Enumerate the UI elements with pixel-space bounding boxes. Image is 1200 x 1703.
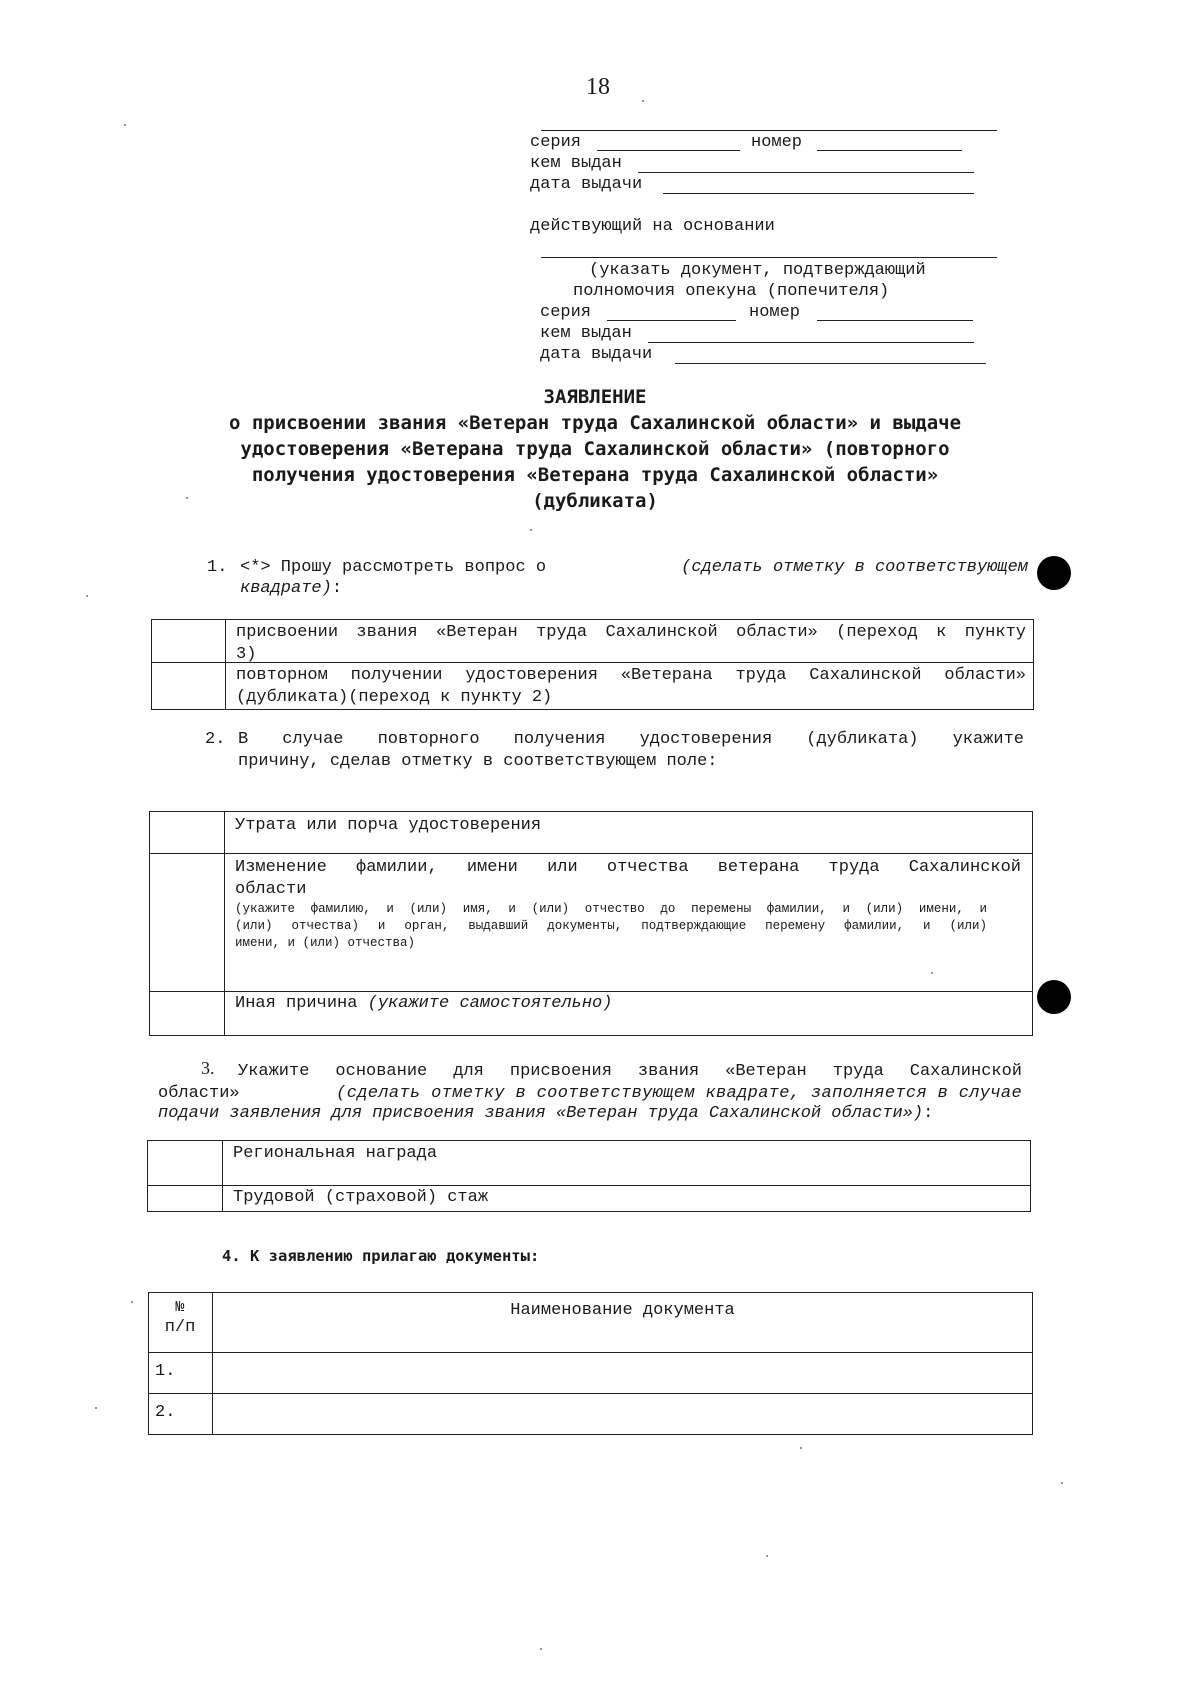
- scan-speck: [131, 1301, 133, 1303]
- col-name-header: Наименование документа: [510, 1301, 735, 1320]
- scan-speck: [186, 497, 188, 499]
- acting-basis-field[interactable]: [541, 257, 997, 258]
- section1-option-2: [236, 665, 1026, 709]
- section2-table-rule-2: [149, 991, 1033, 992]
- section2-checkbox-3[interactable]: [150, 992, 223, 1035]
- section2-table-rule-1: [149, 853, 1033, 854]
- top-rule: [541, 130, 997, 131]
- scan-speck: [86, 595, 88, 597]
- reason-other-text: Иная причина: [235, 994, 358, 1013]
- scan-speck: [95, 1407, 97, 1409]
- guardian-nomer-label: номер: [749, 303, 801, 322]
- reason-loss: Утрата или порча удостоверения: [235, 816, 542, 835]
- section1-option-2-line2: (дубликата)(переход к пункту 2): [236, 688, 553, 707]
- section1-text-line2: [240, 578, 342, 600]
- reason-other-italic: (укажите самостоятельно): [367, 994, 613, 1013]
- section2-line1: В случае повторного получения удостоверения (дубликата) укажите: [238, 730, 1024, 749]
- section4-heading: 4. К заявлению прилагаю документы:: [222, 1247, 540, 1265]
- acting-on-basis-label: действующий на основании: [530, 217, 775, 236]
- section1-table-divider: [225, 619, 226, 710]
- issued-by-field[interactable]: [638, 172, 974, 173]
- section1-option-1-line1: присвоении звания «Ветеран труда Сахалинской области» (переход к пункту: [236, 623, 1026, 642]
- section2-checkbox-1[interactable]: [150, 812, 223, 852]
- reason-name-change-note: [235, 901, 987, 952]
- section3-line3: [158, 1103, 933, 1125]
- section1-text-italic: (сделать отметку в соответствующем: [681, 558, 1028, 577]
- guardian-issued-by-field[interactable]: [648, 342, 974, 343]
- section1-option-2-line1: повторном получении удостоверения «Ветерана труда Сахалинской области»: [236, 666, 1026, 685]
- page-number: 18: [586, 74, 610, 100]
- nomer-field[interactable]: [817, 150, 962, 151]
- reason-name-change: [235, 857, 1021, 901]
- section3-checkbox-1[interactable]: [148, 1141, 221, 1184]
- section1-checkbox-2[interactable]: [152, 663, 224, 709]
- basis-work-experience: Трудовой (страховой) стаж: [233, 1188, 489, 1207]
- section2-table-divider: [224, 811, 225, 1036]
- guardian-issue-date-field[interactable]: [675, 363, 986, 364]
- title-line-2: удостоверения «Ветерана труда Сахалинской области» (повторного: [240, 438, 950, 460]
- guardian-issued-by-label: кем выдан: [540, 324, 632, 343]
- section3-line2-start: области»: [158, 1084, 240, 1103]
- section3-line2: [158, 1083, 1022, 1105]
- section1-text-italic2: квадрате): [240, 579, 332, 598]
- col-number-sign: №: [175, 1299, 185, 1316]
- reason-name-change-line2: области: [235, 880, 307, 899]
- reason-note-line2: (или) отчества) и орган, выдавший документы, подтверждающие перемену фамилии, и (или): [235, 919, 987, 933]
- scan-speck: [530, 529, 532, 531]
- section1-text-start: <*> Прошу рассмотреть вопрос о: [240, 558, 547, 577]
- guardian-nomer-field[interactable]: [817, 320, 973, 321]
- section3-line3-italic: подачи заявления для присвоения звания «Ветеран труда Сахалинской области»): [158, 1104, 924, 1123]
- section2-line2: причину, сделав отметку в соответствующем поле:: [238, 752, 718, 771]
- section1-option-1-line2: 3): [236, 645, 257, 664]
- guardian-issue-date-label: дата выдачи: [540, 345, 653, 364]
- document-heading: ЗАЯВЛЕНИЕ: [543, 386, 647, 408]
- section1-checkbox-1[interactable]: [152, 620, 224, 661]
- issued-by-label: кем выдан: [530, 154, 622, 173]
- section3-table-divider: [222, 1140, 223, 1212]
- punch-hole-upper: [1037, 556, 1071, 590]
- title-line-1: о присвоении звания «Ветеран труда Сахалинской области» и выдаче: [228, 412, 962, 434]
- seria-label: серия: [530, 133, 582, 152]
- scan-speck: [124, 124, 126, 126]
- doc-row-1-name[interactable]: [213, 1353, 1032, 1392]
- title-line-3: получения удостоверения «Ветерана труда Сахалинской области»: [251, 464, 939, 486]
- reason-other: [235, 993, 612, 1015]
- doc-row-2-name[interactable]: [213, 1394, 1032, 1434]
- section3-line1: Укажите основание для присвоения звания «Ветеран труда Сахалинской: [238, 1062, 1022, 1081]
- col-number-pp: п/п: [164, 1318, 196, 1337]
- reason-note-line1: (укажите фамилию, и (или) имя, и (или) отчество до перемены фамилии, и (или) имени, и: [235, 902, 987, 916]
- issue-date-label: дата выдачи: [530, 175, 643, 194]
- issue-date-field[interactable]: [663, 193, 974, 194]
- section3-line3-end: :: [923, 1104, 934, 1123]
- section1-number: 1.: [207, 558, 228, 577]
- section2-number: 2.: [205, 730, 226, 749]
- section3-table-rule: [147, 1185, 1031, 1186]
- guardian-hint-line1: (указать документ, подтверждающий: [589, 261, 926, 280]
- section1-text-end: :: [331, 579, 343, 598]
- scan-speck: [766, 1555, 768, 1557]
- guardian-seria-label: серия: [540, 303, 592, 322]
- scan-speck: [931, 972, 933, 974]
- scan-speck: [540, 1648, 542, 1650]
- reason-note-line3: имени, и (или) отчества): [235, 936, 416, 950]
- section3-number: 3.: [201, 1058, 215, 1078]
- guardian-hint-line2: полномочия опекуна (попечителя): [573, 282, 890, 301]
- section3-line2-italic: (сделать отметку в соответствующем квадрате, заполняется в случае: [336, 1084, 1022, 1103]
- scan-speck: [642, 100, 644, 102]
- section3-checkbox-2[interactable]: [148, 1186, 221, 1211]
- doc-row-1-number: 1.: [155, 1362, 176, 1381]
- punch-hole-lower: [1037, 980, 1071, 1014]
- doc-row-2-number: 2.: [155, 1403, 176, 1422]
- col-number-header: [149, 1298, 211, 1338]
- guardian-seria-field[interactable]: [607, 320, 736, 321]
- seria-field[interactable]: [597, 150, 740, 151]
- basis-regional-award: Региональная награда: [233, 1144, 438, 1163]
- section1-option-1: [236, 622, 1026, 666]
- scan-speck: [1061, 1482, 1063, 1484]
- section2-checkbox-2[interactable]: [150, 854, 223, 990]
- reason-name-change-line1: Изменение фамилии, имени или отчества ветерана труда Сахалинской: [235, 858, 1021, 877]
- scan-speck: [800, 1447, 802, 1449]
- section1-text: [240, 557, 1028, 579]
- title-line-4: (дубликата): [532, 490, 658, 512]
- nomer-label: номер: [751, 133, 803, 152]
